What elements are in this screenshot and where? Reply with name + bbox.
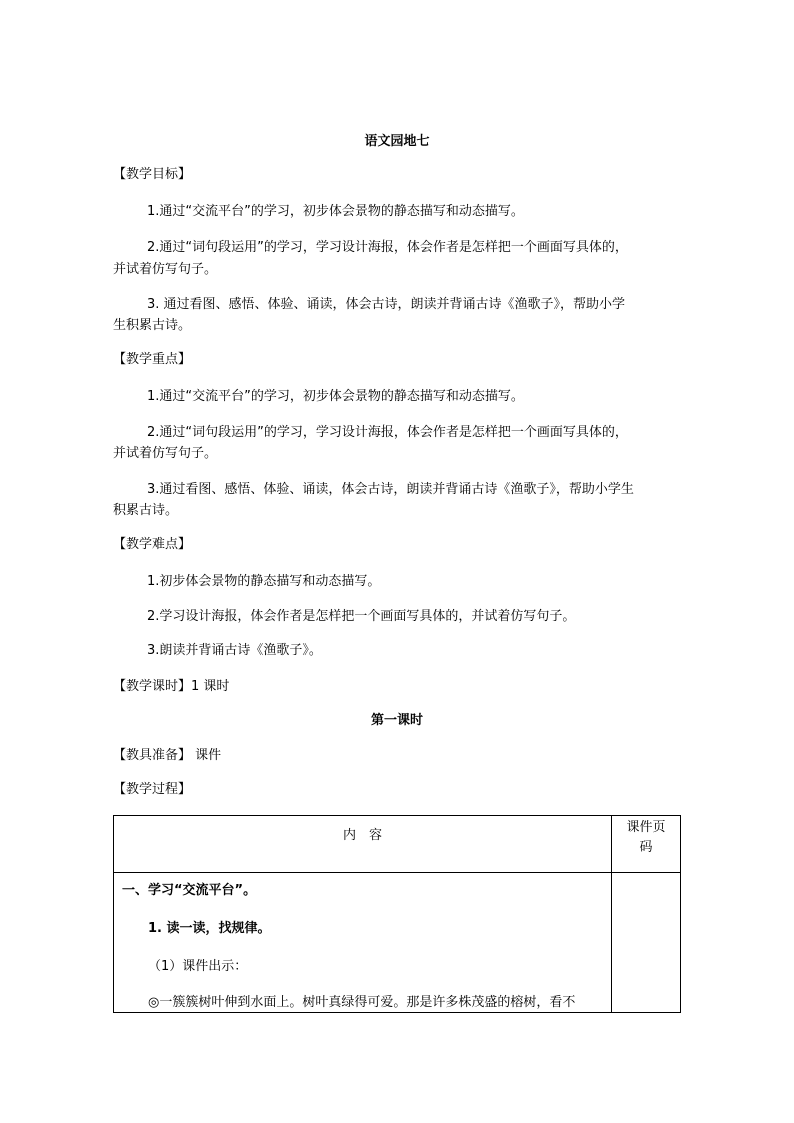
key-points-heading: 【教学重点】: [113, 352, 192, 367]
difficulties-item: 1.初步体会景物的静态描写和动态描写。: [147, 574, 381, 589]
goals-item: 1.通过“交流平台”的学习，初步体会景物的静态描写和动态描写。: [147, 204, 524, 219]
document-title: 语文园地七: [364, 134, 430, 149]
table-row: [114, 873, 681, 1013]
key-points-item: 2.通过“词句段运用”的学习，学习设计海报，体会作者是怎样把一个画面写具体的，: [147, 425, 628, 440]
goals-item-cont: 生积累古诗。: [113, 318, 192, 333]
content-line: （1）课件出示：: [148, 959, 248, 974]
header-content-cell: [114, 816, 612, 873]
table-header-row: [114, 816, 681, 873]
key-points-item-cont: 积累古诗。: [113, 503, 179, 518]
header-content-label: 内 容: [342, 828, 382, 843]
key-points-item: 3.通过看图、感悟、体验、诵读，体会古诗，朗读并背诵古诗《渔歌子》，帮助小学生: [147, 482, 634, 497]
process-heading: 【教学过程】: [113, 782, 192, 797]
content-line: 1. 读一读，找规律。: [148, 921, 271, 936]
teaching-hours: 【教学课时】1 课时: [113, 679, 230, 694]
key-points-item-cont: 并试着仿写句子。: [113, 446, 218, 461]
goals-item: 2.通过“词句段运用”的学习，学习设计海报，体会作者是怎样把一个画面写具体的，: [147, 240, 628, 255]
header-page-label-line2: 码: [639, 840, 653, 855]
content-line: ◎一簇簇树叶伸到水面上。树叶真绿得可爱。那是许多株茂盛的榕树，看不: [148, 995, 576, 1010]
lesson-title: 第一课时: [370, 713, 423, 728]
tools-line: 【教具准备】 课件: [113, 748, 222, 763]
difficulties-item: 3.朗读并背诵古诗《渔歌子》。: [147, 643, 322, 658]
goals-item: 3. 通过看图、感悟、体验、诵读，体会古诗，朗读并背诵古诗《渔歌子》，帮助小学: [147, 297, 626, 312]
difficulties-heading: 【教学难点】: [113, 537, 192, 552]
process-table: [113, 815, 681, 1013]
difficulties-item: 2.学习设计海报，体会作者是怎样把一个画面写具体的，并试着仿写句子。: [147, 609, 576, 624]
header-page-cell: [612, 816, 681, 873]
content-cell: [114, 873, 612, 1013]
content-line: 一、学习“交流平台”。: [122, 883, 257, 898]
header-page-label-line1: 课件页: [626, 820, 666, 835]
key-points-item: 1.通过“交流平台”的学习，初步体会景物的静态描写和动态描写。: [147, 389, 524, 404]
goals-heading: 【教学目标】: [113, 167, 192, 182]
page-cell: [612, 873, 681, 1013]
goals-item-cont: 并试着仿写句子。: [113, 262, 218, 277]
